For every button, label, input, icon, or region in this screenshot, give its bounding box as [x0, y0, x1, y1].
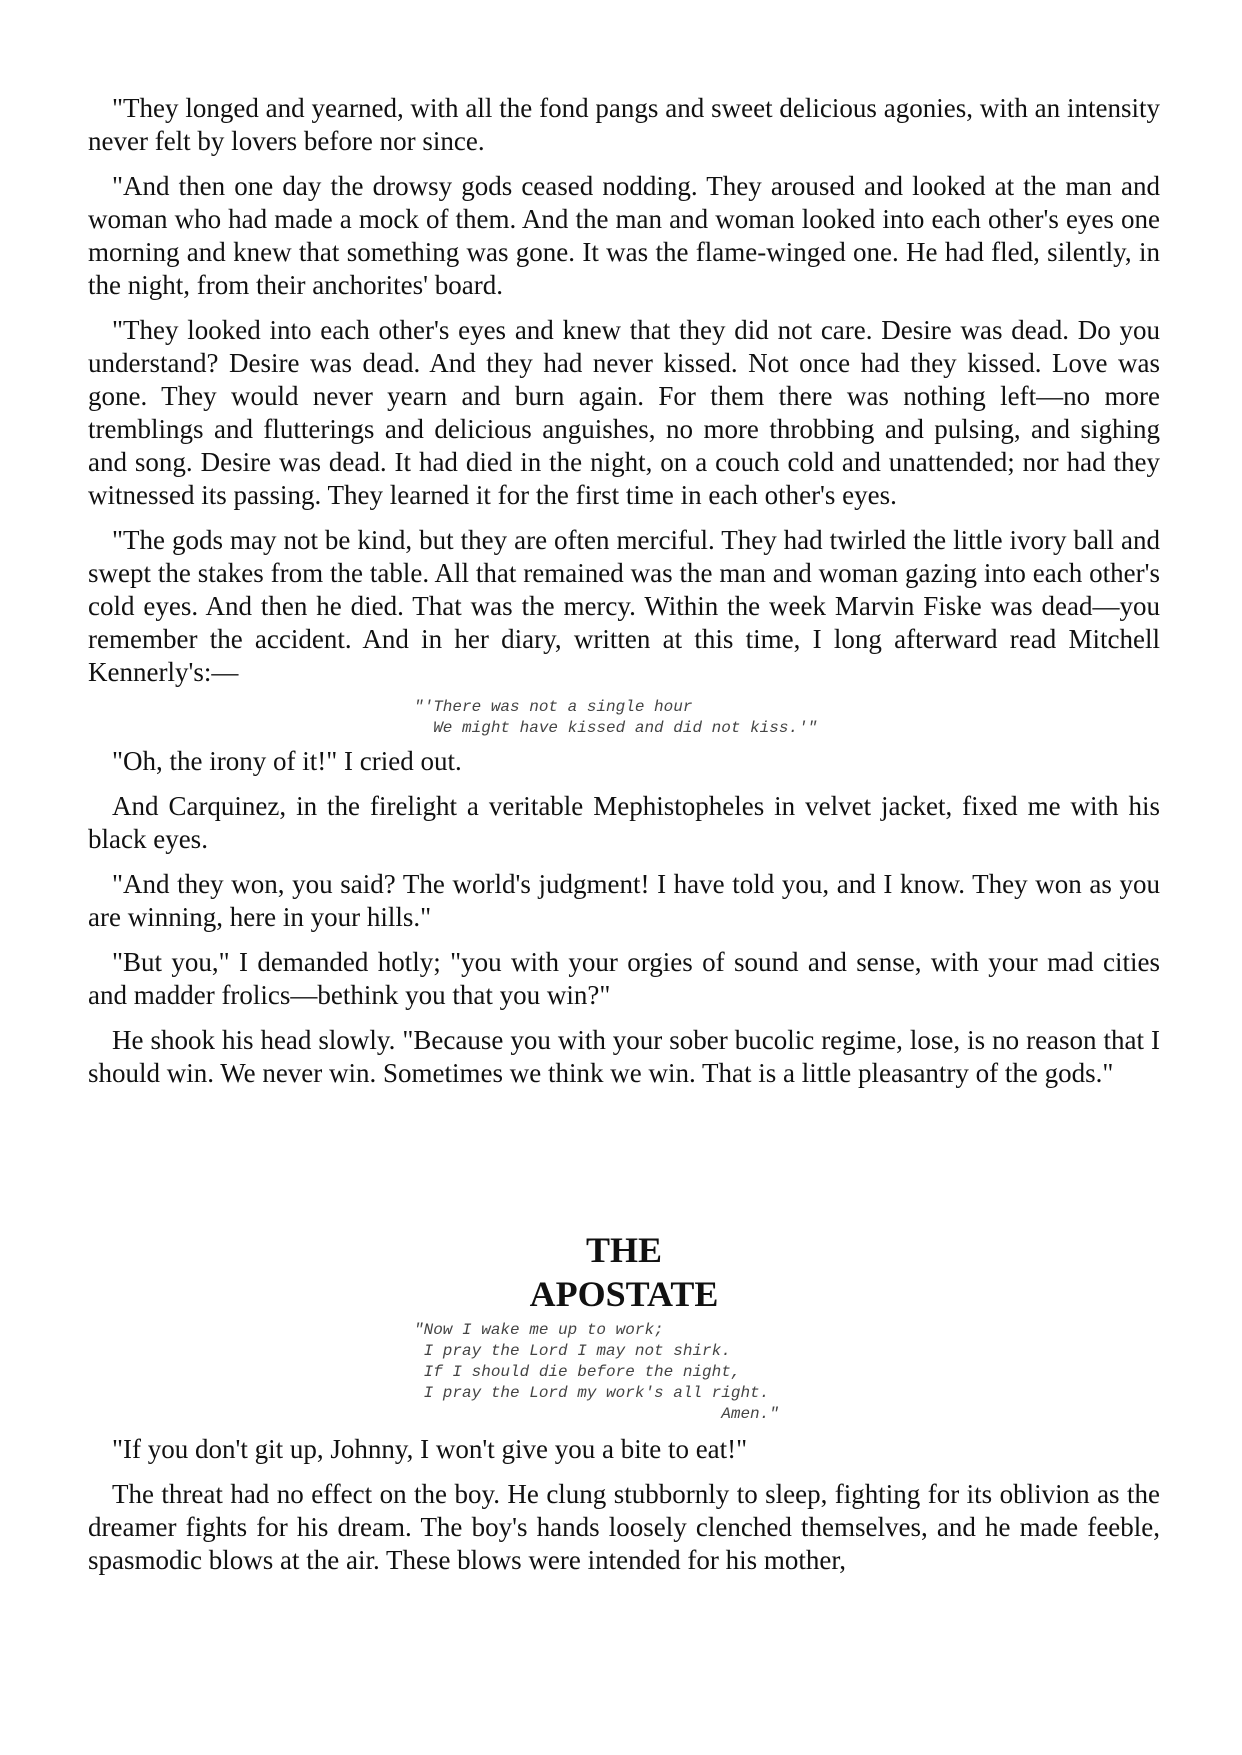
- chapter-title-line-2: APOSTATE: [529, 1274, 719, 1314]
- section-break: [88, 1102, 1160, 1228]
- chapter-title: [88, 1228, 1160, 1316]
- paragraph-gods-merciful: "The gods may not be kind, but they are often merciful. They had twirled the little ivory ball and swept the stakes from the table. All that remained was the man and woman gazing into each other's cold eyes. And then he died. That was the mercy. Within the week Marvin Fiske was dead—you remember the accident. And in her diary, written at this time, I long afterward read Mitchell Kennerly's:—: [88, 525, 1160, 687]
- kennerly-quote: "'There was not a single hour We might have kissed and did not kiss.'": [414, 698, 818, 737]
- chapter-title-line-1: THE: [585, 1230, 663, 1270]
- paragraph-longed: "They longed and yearned, with all the fond pangs and sweet delicious agonies, with an intensity never felt by lovers before nor since.: [88, 93, 1160, 156]
- paragraph-but-you: "But you," I demanded hotly; "you with your orgies of sound and sense, with your mad cities and madder frolics—bethink you that you win?": [88, 947, 1160, 1010]
- paragraph-johnny: "If you don't git up, Johnny, I won't give you a bite to eat!": [112, 1434, 748, 1464]
- paragraph-irony: "Oh, the irony of it!" I cried out.: [112, 746, 462, 776]
- paragraph-they-won: "And they won, you said? The world's judgment! I have told you, and I know. They won as you are winning, here in your hills.": [88, 869, 1160, 932]
- paragraph-drowsy-gods: "And then one day the drowsy gods ceased nodding. They aroused and looked at the man and woman who had made a mock of them. And the man and woman looked into each other's eyes one morning and knew that something was gone. It was the flame-winged one. He had fled, silently, in the night, from their anchorites' board.: [88, 171, 1160, 300]
- paragraph-never-win: He shook his head slowly. "Because you with your sober bucolic regime, lose, is no reason that I should win. We never win. Sometimes we think we win. That is a little pleasantry of the gods.": [88, 1025, 1160, 1088]
- paragraph-threat: The threat had no effect on the boy. He clung stubbornly to sleep, fighting for its oblivion as the dreamer fights for his dream. The boy's hands loosely clenched themselves, and he made feeble, spasmodic blows at the air. These blows were intended for his mother,: [88, 1479, 1160, 1575]
- chapter-epigraph: "Now I wake me up to work; I pray the Lord I may not shirk. If I should die before the night, I pray the Lord my work's all right. Amen.": [414, 1321, 779, 1423]
- paragraph-carquinez: And Carquinez, in the firelight a veritable Mephistopheles in velvet jacket, fixed me with his black eyes.: [88, 791, 1160, 854]
- book-page: [88, 92, 1160, 1589]
- paragraph-desire-dead: "They looked into each other's eyes and knew that they did not care. Desire was dead. Do you understand? Desire was dead. And they had never kissed. Not once had they kissed. Love was gone. They would never yearn and burn again. For them there was nothing left—no more tremblings and flutterings and delicious anguishes, no more throbbing and pulsing, and sighing and song. Desire was dead. It had died in the night, on a couch cold and unattended; nor had they witnessed its passing. They learned it for the first time in each other's eyes.: [88, 315, 1160, 510]
